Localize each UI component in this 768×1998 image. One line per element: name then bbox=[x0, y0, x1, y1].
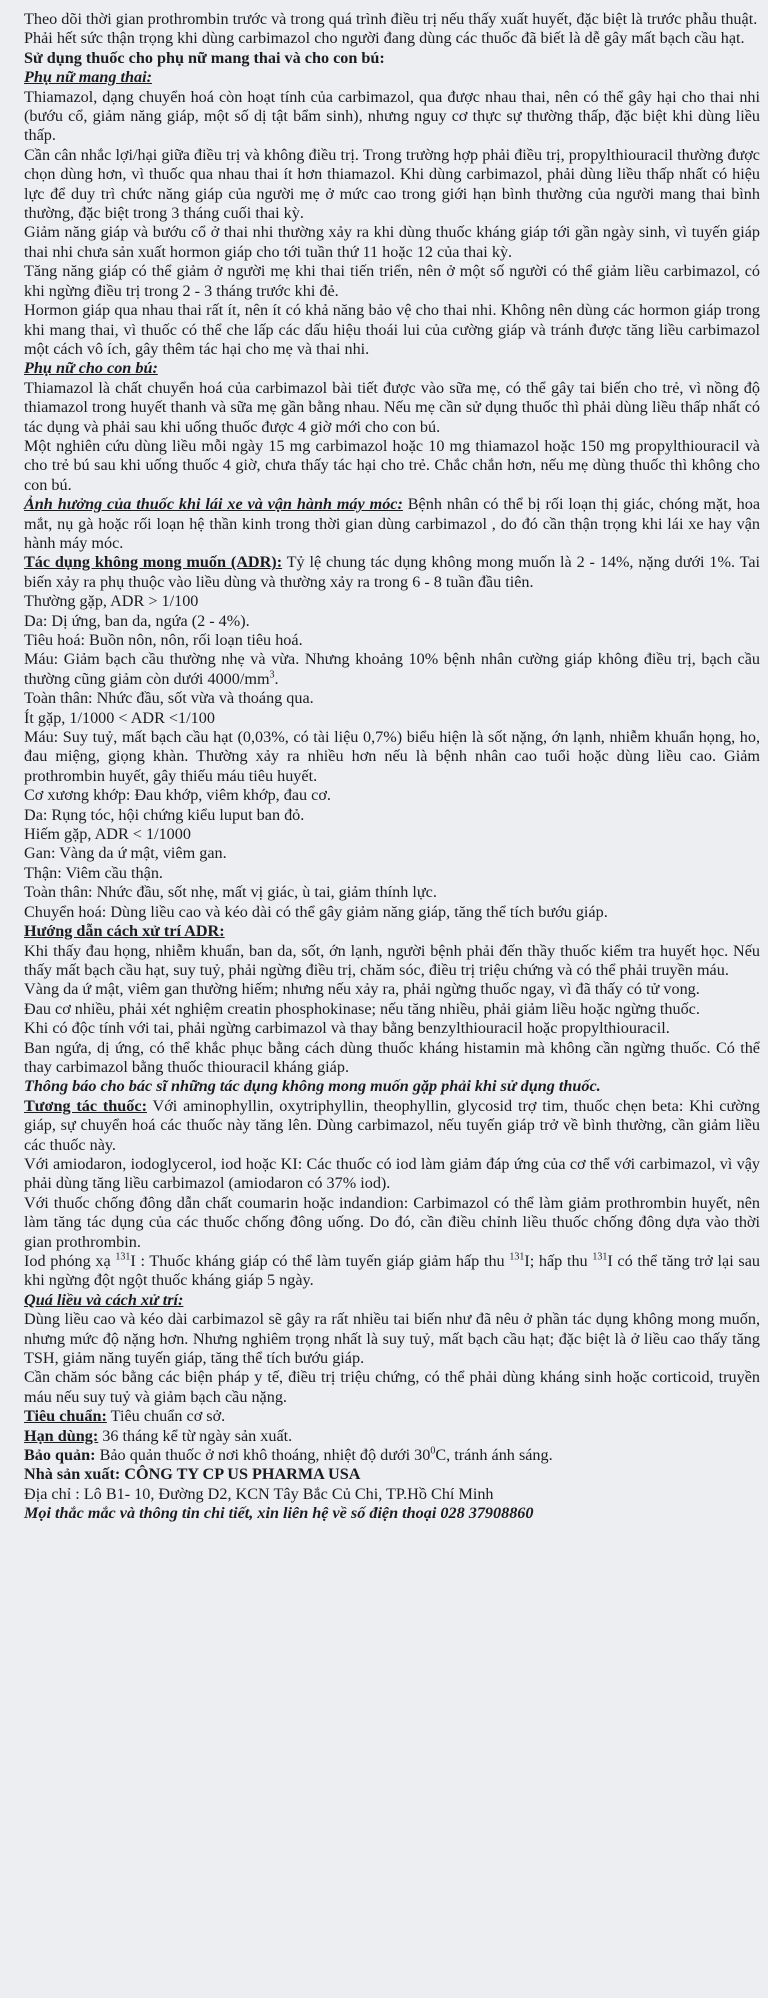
overdose-paragraph-2: Cần chăm sóc bằng các biện pháp y tế, điều trị triệu chứng, có thể phải dùng kháng sinh hoặc corticoid, truyền máu nếu suy tuỷ và giảm bạch cầu nặng. bbox=[24, 1368, 760, 1406]
management-paragraph-1: Khi thấy đau họng, nhiễm khuẩn, ban da, sốt, ớn lạnh, người bệnh phải đến thầy thuốc kiểm tra huyết học. Nếu thấy mất bạch cầu hạt, suy tuỷ, phải ngừng điều trị, chăm sóc, điều trị triệu chứng và có thể phải truyền máu. bbox=[24, 941, 760, 979]
pregnancy-paragraph-4: Tăng năng giáp có thể giảm ở người mẹ khi thai tiến triển, nên ở một số người có thể giảm liều carbimazol, có khi ngừng điều trị trong 2 - 3 tháng trước khi đẻ. bbox=[24, 262, 760, 300]
adr-rare-frequency: Hiếm gặp, ADR < 1/1000 bbox=[24, 825, 191, 844]
management-paragraph-2: Vàng da ứ mật, viêm gan thường hiếm; nhưng nếu xảy ra, phải ngừng thuốc ngay, vì đã thấy có tử vong. bbox=[24, 980, 700, 999]
intro-paragraph-1: Theo dõi thời gian prothrombin trước và trong quá trình điều trị nếu thấy xuất huyết, đặc biệt là trước phẫu thuật. bbox=[24, 10, 758, 28]
pregnancy-subheading: Phụ nữ mang thai: bbox=[24, 68, 152, 87]
standard-value: Tiêu chuẩn cơ sở. bbox=[106, 1407, 226, 1426]
manufacturer-label: Nhà sản xuất: bbox=[24, 1465, 121, 1484]
adr-common-general: Toàn thân: Nhức đầu, sốt vừa và thoáng qua. bbox=[24, 689, 314, 708]
expiry-value: 36 tháng kể từ ngày sản xuất. bbox=[98, 1426, 293, 1445]
management-paragraph-4: Khi có độc tính với tai, phải ngừng carbimazol và thay bằng benzylthiouracil hoặc propylthiouracil. bbox=[24, 1019, 670, 1038]
driving-heading: Ảnh hưởng của thuốc khi lái xe và vận hành máy móc: bbox=[24, 495, 403, 514]
adr-rare-liver: Gan: Vàng da ứ mật, viêm gan. bbox=[24, 844, 227, 863]
adr-common-blood-text: Máu: Giảm bạch cầu thường nhẹ và vừa. Nhưng khoảng 10% bệnh nhân cường giáp không điều trị, bạch cầu thường cũng giảm còn dưới 4000/mm bbox=[24, 650, 760, 688]
interactions-paragraph-3: Với thuốc chống đông dẫn chất coumarin hoặc indandion: Carbimazol có thể làm giảm prothrombin huyết, nên làm tăng tác dụng của các thuốc chống đông uống. Do đó, cần điều chỉnh liều thuốc chống đông dựa vào thời gian prothrombin. bbox=[24, 1193, 760, 1251]
breastfeeding-paragraph-1: Thiamazol là chất chuyển hoá của carbimazol bài tiết được vào sữa mẹ, có thể gây tai biến cho trẻ, vì nồng độ thiamazol trong huyết thanh và sữa mẹ gần bằng nhau. Nếu mẹ cần sử dụng thuốc thì phải dùng liều thấp nhất có tác dụng và phải sau khi uống thuốc được 4 giờ mới cho con bú. bbox=[24, 378, 760, 436]
driving-text: Bệnh nhân có thể bị rối loạn thị giác, chóng mặt, hoa mắt, nụ gà hoặc rối loạn hệ thần kinh trong thời gian dùng carbimazol , do đó cần thận trọng khi lái xe hay vận hành máy móc. bbox=[24, 495, 761, 552]
breastfeeding-paragraph-2: Một nghiên cứu dùng liều mỗi ngày 15 mg carbimazol hoặc 10 mg thiamazol hoặc 150 mg propylthiouracil và cho trẻ bú sau khi uống thuốc 4 giờ, chưa thấy tác hại cho trẻ. Chắc chắn hơn, nếu mẹ dùng thuốc thì không cho con bú. bbox=[24, 436, 760, 494]
management-heading: Hướng dẫn cách xử trí ADR: bbox=[24, 922, 225, 941]
adr-common-frequency: Thường gặp, ADR > 1/100 bbox=[24, 592, 199, 611]
manufacturer-value: CÔNG TY CP US PHARMA USA bbox=[120, 1465, 361, 1484]
expiry-line bbox=[24, 1427, 760, 1446]
adr-uncommon-blood: Máu: Suy tuỷ, mất bạch cầu hạt (0,03%, có tài liệu 0,7%) biểu hiện là sốt nặng, ớn lạnh, nhiễm khuẩn họng, ho, đau miệng, giọng khàn. Thường xảy ra nhiều hơn nếu là bệnh nhân cao tuổi hoặc dùng liều cao. Giảm prothrombin huyết, gây thiếu máu tiêu huyết. bbox=[24, 728, 760, 785]
adr-intro-text: Tỷ lệ chung tác dụng không mong muốn là 2 - 14%, nặng dưới 1%. Tai biến xảy ra phụ thuộc vào liều dùng và thường xảy ra trong 6 - 8 tuần đầu tiên. bbox=[24, 553, 761, 591]
adr-rare-kidney: Thận: Viêm cầu thận. bbox=[24, 863, 163, 882]
interactions-paragraph-4 bbox=[24, 1252, 760, 1291]
expiry-label: Hạn dùng: bbox=[24, 1426, 99, 1445]
adr-common-skin: Da: Dị ứng, ban da, ngứa (2 - 4%). bbox=[24, 611, 250, 630]
overdose-paragraph-1: Dùng liều cao và kéo dài carbimazol sẽ gây ra rất nhiều tai biến như đã nêu ở phần tác dụng không mong muốn, nhưng mức độ nặng hơn. Nhưng nghiêm trọng nhất là suy tuỷ, mất bạch cầu hạt; đặc biệt là ở liều cao thấy tăng TSH, giảm năng tuyến giáp, tăng thể tích bướu giáp. bbox=[24, 1310, 760, 1368]
breastfeeding-subheading: Phụ nữ cho con bú: bbox=[24, 359, 158, 378]
adr-uncommon-musculoskeletal: Cơ xương khớp: Đau khớp, viêm khớp, đau cơ. bbox=[24, 786, 331, 805]
adr-section-intro bbox=[24, 553, 760, 592]
adr-heading: Tác dụng không mong muốn (ADR): bbox=[24, 553, 283, 572]
adr-uncommon-frequency: Ít gặp, 1/1000 < ADR <1/100 bbox=[24, 708, 215, 727]
storage-value-b: C, tránh ánh sáng. bbox=[435, 1446, 553, 1465]
pregnancy-heading: Sử dụng thuốc cho phụ nữ mang thai và cho con bú: bbox=[24, 48, 385, 67]
contact-line: Mọi thắc mắc và thông tin chi tiết, xin liên hệ về số điện thoại 028 37908860 bbox=[24, 1504, 534, 1523]
interactions-iodine-c: I; hấp thu bbox=[524, 1252, 593, 1270]
intro-paragraph-2: Phải hết sức thận trọng khi dùng carbimazol cho người đang dùng các thuốc đã biết là dễ gây mất bạch cầu hạt. bbox=[24, 29, 745, 48]
manufacturer-line bbox=[24, 1465, 760, 1484]
interactions-heading: Tương tác thuốc: bbox=[24, 1096, 147, 1115]
pregnancy-paragraph-2: Cần cân nhắc lợi/hại giữa điều trị và không điều trị. Trong trường hợp phải điều trị, propylthiouracil thường được chọn dùng hơn, vì thuốc qua nhau thai ít hơn thiamazol. Khi dùng carbimazol, phải dùng liều thấp nhất có hiệu lực để duy trì chức năng giáp của người mẹ ở mức cao trong giới hạn bình thường của người mang thai bình thường, đặc biệt trong 3 tháng cuối thai kỳ. bbox=[24, 145, 760, 223]
interactions-paragraph-2: Với amiodaron, iodoglycerol, iod hoặc KI: Các thuốc có iod làm giảm đáp ứng của cơ thể với carbimazol, vì vậy phải dùng tăng liều carbimazol (amiodaron có 37% iod). bbox=[24, 1154, 760, 1193]
storage-value-a: Bảo quản thuốc ở nơi khô thoáng, nhiệt độ dưới 30 bbox=[95, 1446, 431, 1465]
iodine-isotope-superscript-3: 131 bbox=[592, 1251, 608, 1263]
interactions-iodine-d: I có thể tăng trở lại sau khi ngừng đột ngột thuốc kháng giáp 5 ngày. bbox=[24, 1252, 760, 1290]
pregnancy-paragraph-1: Thiamazol, dạng chuyển hoá còn hoạt tính của carbimazol, qua được nhau thai, nên có thể gây hại cho thai nhi (bướu cổ, giảm năng giáp, một số dị tật bẩm sinh), nhưng nguy cơ thực sự thường thấp, đặc biệt khi dùng liều thấp. bbox=[24, 87, 760, 145]
address-line: Địa chỉ : Lô B1- 10, Đường D2, KCN Tây Bắc Củ Chi, TP.Hồ Chí Minh bbox=[24, 1484, 494, 1503]
adr-common-blood-end: . bbox=[274, 669, 279, 688]
adr-uncommon-skin: Da: Rụng tóc, hội chứng kiểu luput ban đỏ. bbox=[24, 805, 305, 824]
storage-label: Bảo quản: bbox=[24, 1446, 96, 1465]
standard-label: Tiêu chuẩn: bbox=[24, 1407, 107, 1426]
adr-rare-metabolic: Chuyển hoá: Dùng liều cao và kéo dài có thể gây giảm năng giáp, tăng thể tích bướu giáp. bbox=[24, 902, 608, 921]
notify-doctor-note: Thông báo cho bác sĩ những tác dụng không mong muốn gặp phải khi sử dụng thuốc. bbox=[24, 1077, 601, 1096]
overdose-heading: Quá liều và cách xử trí: bbox=[24, 1290, 184, 1309]
management-paragraph-5: Ban ngứa, dị ứng, có thể khắc phục bằng cách dùng thuốc kháng histamin mà không cần ngừng thuốc. Có thể thay carbimazol bằng thuốc thiouracil kháng giáp. bbox=[24, 1038, 760, 1076]
interactions-iodine-a: Iod phóng xạ bbox=[24, 1252, 116, 1270]
iodine-isotope-superscript-2: 131 bbox=[509, 1251, 525, 1263]
adr-common-blood-superscript: 3 bbox=[269, 669, 275, 681]
adr-rare-general: Toàn thân: Nhức đầu, sốt nhẹ, mất vị giác, ù tai, giảm thính lực. bbox=[24, 883, 437, 902]
interactions-text-1: Với aminophyllin, oxytriphyllin, theophyllin, glycosid trợ tim, thuốc chẹn beta: Khi cường giáp, sự chuyển hoá các thuốc này tăng lên. Dùng carbimazol, nếu tuyến giáp trở về bình thường, cần giảm liều các thuốc này. bbox=[24, 1096, 760, 1154]
driving-section bbox=[24, 495, 760, 553]
storage-line bbox=[24, 1446, 760, 1465]
standard-line bbox=[24, 1407, 760, 1426]
pregnancy-paragraph-5: Hormon giáp qua nhau thai rất ít, nên ít có khả năng bảo vệ cho thai nhi. Không nên dùng các hormon giáp trong khi mang thai, vì thuốc có thể che lấp các dấu hiệu thoái lui của cường giáp và tránh được tăng liều carbimazol một cách vô ích, gây thêm tác hại cho mẹ và thai nhi. bbox=[24, 301, 760, 358]
interactions-paragraph-1 bbox=[24, 1097, 760, 1155]
pregnancy-paragraph-3: Giảm năng giáp và bướu cổ ở thai nhi thường xảy ra khi dùng thuốc kháng giáp tới gần ngày sinh, vì tuyến giáp thai nhi chưa sản xuất hormon giáp cho tới tuần thứ 11 hoặc 12 của thai kỳ. bbox=[24, 223, 760, 261]
interactions-iodine-b: I : Thuốc kháng giáp có thể làm tuyến giáp giảm hấp thu bbox=[130, 1252, 510, 1270]
management-paragraph-3: Đau cơ nhiều, phải xét nghiệm creatin phosphokinase; nếu tăng nhiều, phải giảm liều hoặc ngừng thuốc. bbox=[24, 999, 700, 1018]
degree-superscript: 0 bbox=[430, 1445, 436, 1457]
adr-common-digestive: Tiêu hoá: Buồn nôn, nôn, rối loạn tiêu hoá. bbox=[24, 631, 303, 649]
iodine-isotope-superscript-1: 131 bbox=[115, 1251, 131, 1263]
adr-common-blood bbox=[24, 650, 760, 689]
